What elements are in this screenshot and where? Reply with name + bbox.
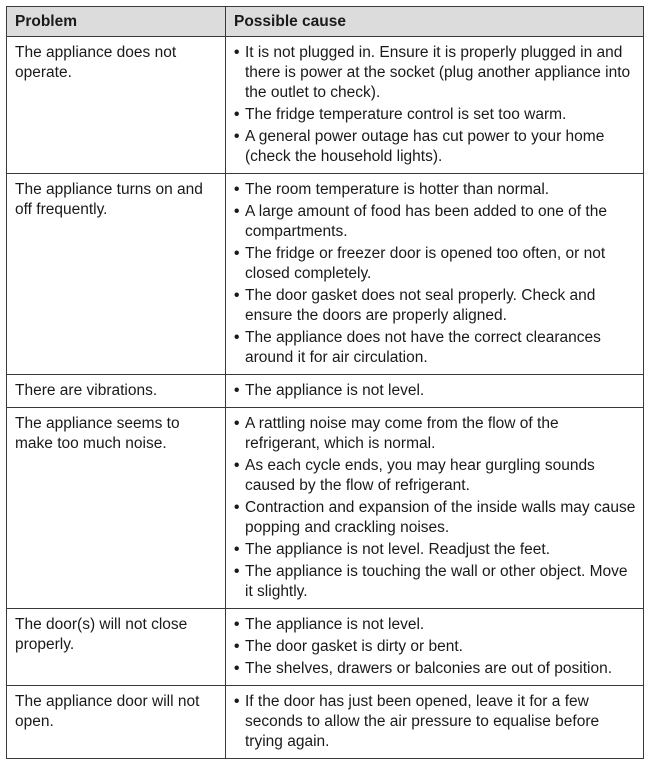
- cause-item: [234, 562, 637, 602]
- problem-cell: The appliance door will not open.: [7, 686, 226, 759]
- problem-cell: The door(s) will not close properly.: [7, 609, 226, 686]
- bullet-icon: •: [234, 106, 240, 123]
- bullet-icon: •: [234, 616, 240, 633]
- cause-item: [234, 381, 637, 401]
- cause-item: [234, 244, 637, 284]
- cause-text: The shelves, drawers or balconies are out of position.: [245, 660, 613, 677]
- cause-text: The appliance is touching the wall or other object. Move it slightly.: [245, 563, 628, 600]
- cause-cell: [226, 408, 644, 609]
- cause-item: [234, 328, 637, 368]
- cause-cell: [226, 686, 644, 759]
- header-row: [7, 7, 644, 37]
- cause-text: If the door has just been opened, leave it for a few seconds to allow the air pressure to equalise before trying again.: [245, 693, 600, 750]
- cause-text: The door gasket is dirty or bent.: [245, 638, 463, 655]
- problem-cell: The appliance seems to make too much noise.: [7, 408, 226, 609]
- bullet-icon: •: [234, 203, 240, 220]
- bullet-icon: •: [234, 457, 240, 474]
- cause-text: The appliance does not have the correct clearances around it for air circulation.: [245, 329, 601, 366]
- bullet-icon: •: [234, 693, 240, 710]
- cause-cell: [226, 609, 644, 686]
- cause-cell: [226, 37, 644, 174]
- cause-list: [234, 43, 637, 167]
- cause-text: The appliance is not level. Readjust the feet.: [245, 541, 551, 558]
- cause-text: The appliance is not level.: [245, 616, 425, 633]
- table-row: [7, 174, 644, 375]
- cause-text: A large amount of food has been added to one of the compartments.: [245, 203, 607, 240]
- cause-item: [234, 414, 637, 454]
- table-body: [7, 37, 644, 759]
- cause-text: Contraction and expansion of the inside walls may cause popping and crackling noises.: [245, 499, 636, 536]
- table-row: [7, 408, 644, 609]
- cause-list: [234, 381, 637, 401]
- cause-item: [234, 180, 637, 200]
- cause-item: [234, 498, 637, 538]
- cause-column-header: Possible cause: [226, 7, 644, 37]
- cause-item: [234, 202, 637, 242]
- bullet-icon: •: [234, 499, 240, 516]
- cause-item: [234, 659, 637, 679]
- bullet-icon: •: [234, 181, 240, 198]
- cause-text: The door gasket does not seal properly. Check and ensure the doors are properly aligned.: [245, 287, 596, 324]
- bullet-icon: •: [234, 287, 240, 304]
- cause-cell: [226, 174, 644, 375]
- problem-cell: The appliance turns on and off frequently.: [7, 174, 226, 375]
- cause-cell: [226, 375, 644, 408]
- table-row: [7, 686, 644, 759]
- bullet-icon: •: [234, 382, 240, 399]
- cause-item: [234, 127, 637, 167]
- cause-item: [234, 105, 637, 125]
- bullet-icon: •: [234, 329, 240, 346]
- cause-item: [234, 615, 637, 635]
- table-row: [7, 609, 644, 686]
- bullet-icon: •: [234, 563, 240, 580]
- cause-text: A rattling noise may come from the flow of the refrigerant, which is normal.: [245, 415, 559, 452]
- cause-item: [234, 43, 637, 103]
- cause-item: [234, 456, 637, 496]
- troubleshooting-table: [6, 6, 644, 759]
- cause-item: [234, 692, 637, 752]
- cause-text: The fridge temperature control is set too warm.: [245, 106, 567, 123]
- cause-list: [234, 615, 637, 679]
- table-row: [7, 375, 644, 408]
- cause-text: The appliance is not level.: [245, 382, 425, 399]
- bullet-icon: •: [234, 660, 240, 677]
- cause-text: A general power outage has cut power to your home (check the household lights).: [245, 128, 605, 165]
- cause-item: [234, 637, 637, 657]
- problem-cell: There are vibrations.: [7, 375, 226, 408]
- table-row: [7, 37, 644, 174]
- problem-cell: The appliance does not operate.: [7, 37, 226, 174]
- bullet-icon: •: [234, 44, 240, 61]
- cause-list: [234, 180, 637, 368]
- cause-item: [234, 286, 637, 326]
- cause-text: It is not plugged in. Ensure it is properly plugged in and there is power at the socket (plug another appliance into the outlet to check).: [245, 44, 631, 101]
- cause-text: The room temperature is hotter than normal.: [245, 181, 550, 198]
- problem-column-header: Problem: [7, 7, 226, 37]
- cause-text: As each cycle ends, you may hear gurgling sounds caused by the flow of refrigerant.: [245, 457, 595, 494]
- bullet-icon: •: [234, 541, 240, 558]
- bullet-icon: •: [234, 638, 240, 655]
- bullet-icon: •: [234, 128, 240, 145]
- bullet-icon: •: [234, 415, 240, 432]
- cause-list: [234, 414, 637, 602]
- bullet-icon: •: [234, 245, 240, 262]
- cause-text: The fridge or freezer door is opened too often, or not closed completely.: [245, 245, 606, 282]
- cause-list: [234, 692, 637, 752]
- cause-item: [234, 540, 637, 560]
